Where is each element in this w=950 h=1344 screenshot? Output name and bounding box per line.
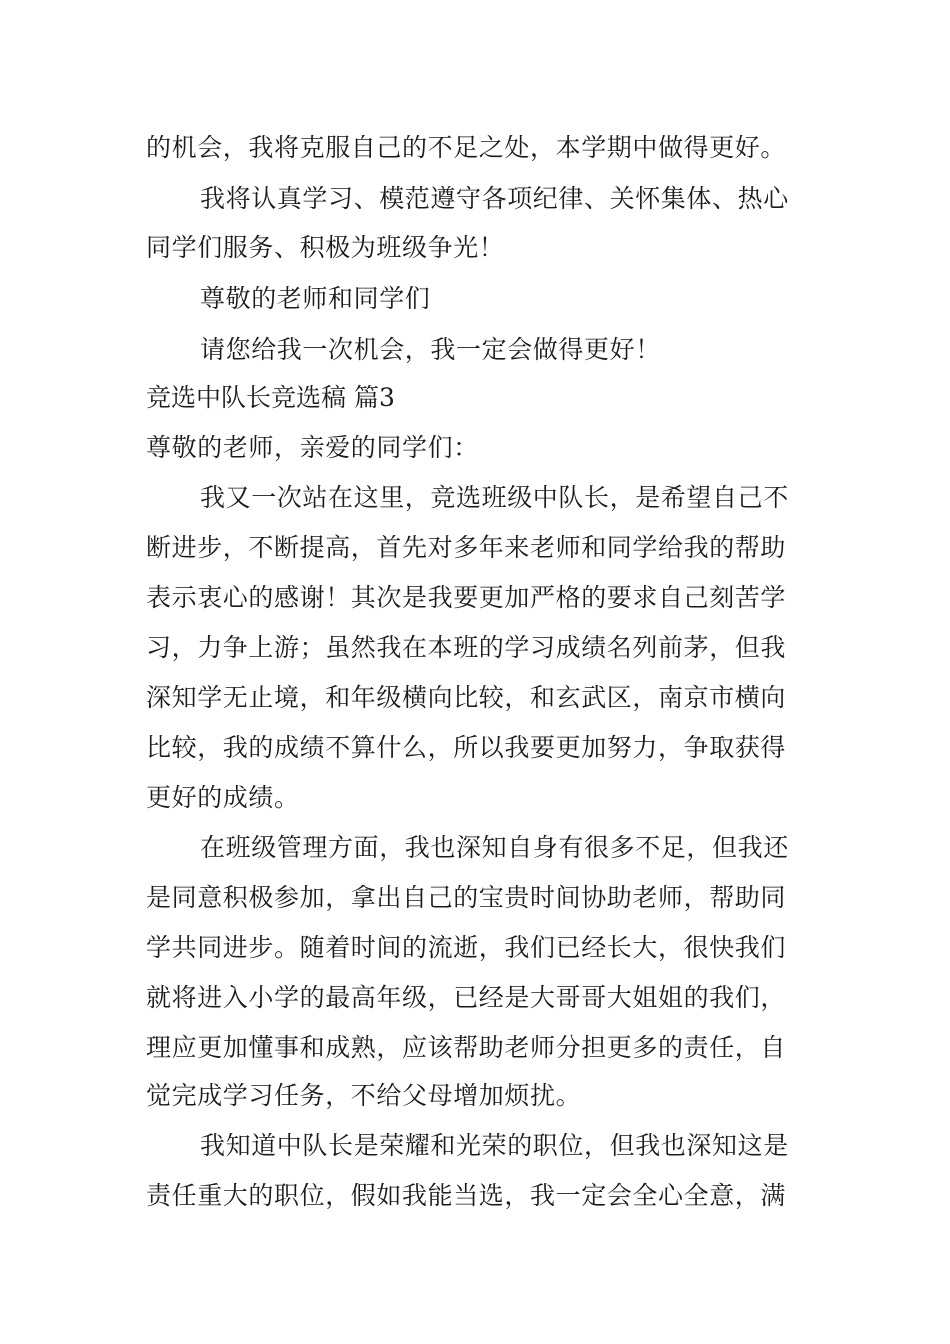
body-text-line: 觉完成学习任务，不给父母增加烦扰。 — [146, 1081, 582, 1110]
body-text-line: 学共同进步。随着时间的流逝，我们已经长大，很快我们 — [146, 933, 787, 962]
paragraph-first-line: 在班级管理方面，我也深知自身有很多不足，但我还 — [200, 833, 789, 862]
body-text-line: 习，力争上游；虽然我在本班的学习成绩名列前茅，但我 — [146, 633, 787, 662]
body-text-line: 比较，我的成绩不算什么，所以我要更加努力，争取获得 — [146, 733, 787, 762]
body-text-line: 理应更加懂事和成熟，应该帮助老师分担更多的责任，自 — [146, 1033, 787, 1062]
salutation-line: 尊敬的老师和同学们 — [200, 284, 431, 313]
body-text-line: 更好的成绩。 — [146, 783, 300, 812]
body-text-line: 就将进入小学的最高年级，已经是大哥哥大姐姐的我们， — [146, 983, 787, 1012]
section-heading: 竞选中队长竞选稿 篇3 — [146, 383, 395, 412]
body-text-line: 是同意积极参加，拿出自己的宝贵时间协助老师，帮助同 — [146, 883, 787, 912]
body-text-line: 断进步，不断提高，首先对多年来老师和同学给我的帮助 — [146, 533, 787, 562]
body-text-line: 表示衷心的感谢！其次是我要更加严格的要求自己刻苦学 — [146, 583, 787, 612]
body-text-line: 的机会，我将克服自己的不足之处，本学期中做得更好。 — [146, 133, 787, 162]
paragraph-first-line: 我知道中队长是荣耀和光荣的职位，但我也深知这是 — [200, 1131, 789, 1160]
paragraph-first-line: 我又一次站在这里，竞选班级中队长，是希望自己不 — [200, 483, 789, 512]
body-text-line: 深知学无止境，和年级横向比较，和玄武区，南京市横向 — [146, 683, 787, 712]
body-text-line: 责任重大的职位，假如我能当选，我一定会全心全意，满 — [146, 1181, 787, 1210]
salutation-line: 尊敬的老师，亲爱的同学们： — [146, 433, 479, 462]
paragraph-first-line: 我将认真学习、模范遵守各项纪律、关怀集体、热心 — [200, 184, 789, 213]
body-text-line: 同学们服务、积极为班级争光！ — [146, 233, 505, 262]
closing-line: 请您给我一次机会，我一定会做得更好！ — [200, 335, 661, 364]
